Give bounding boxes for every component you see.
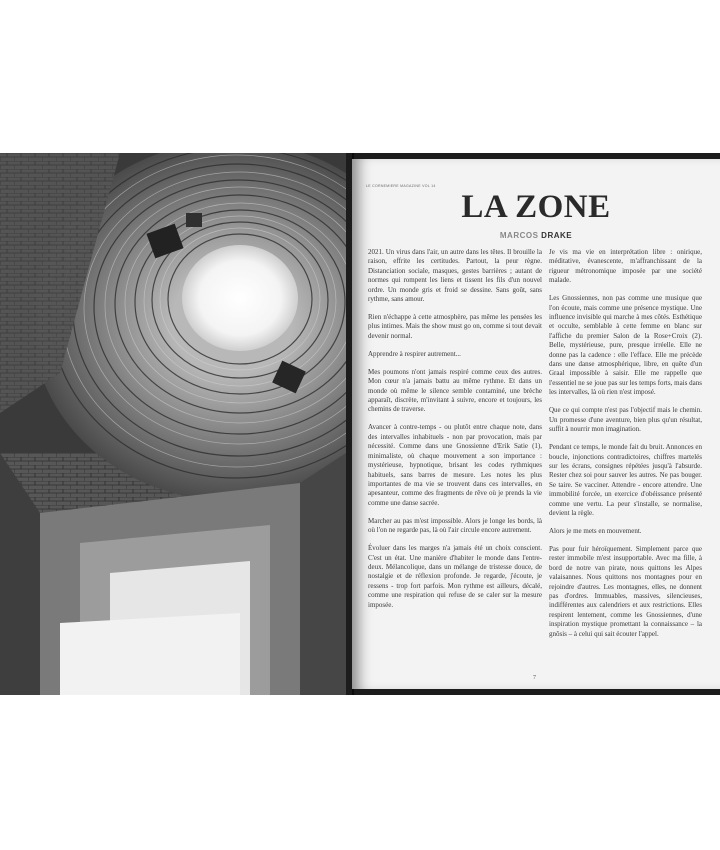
paragraph: Je vis ma vie en interprétation libre : onirique, méditative, évanescente, m'affranchissant de la rigueur métronomique imposée par une société malade. [549, 248, 702, 285]
paragraph: Que ce qui compte n'est pas l'objectif mais le chemin. Un promesse d'une aventure, bien plus qu'un résultat, suffit à nourrir mon imagination. [549, 406, 702, 434]
paragraph: Les Gnossiennes, non pas comme une musique que l'on écoute, mais comme une présence mystique. Une influence invisible qui marche à mes côtés. Esthétique et occulte, semblable à cette femme en blanc sur l'affiche du premier Salon de la Rose+Croix (2). Belle, mystérieuse, pure, presque irréelle. Elle ne donne pas la cadence : elle l'efface. Elle me précède dans une danse atmosphérique, libre, en quête d'un Graal impossible à saisir. Elle me rappelle que l'essentiel ne se joue pas sur les temps forts, mais dans les intervalles, là où rien n'est imposé. [549, 294, 702, 397]
left-text-column [368, 248, 542, 619]
paragraph: Avancer à contre-temps - ou plutôt entre chaque note, dans des intervalles inhabituels - non par provocation, mais par nécessité. Comme dans une Gnossienne d'Erik Satie (1), minimaliste, où chaque mouvement a son importance : mystérieuse, hypnotique, brisant les codes rythmiques habituels, sans barres de mesure. Les notes les plus importantes de ma vie se trouvent dans ces intervalles, en apesanteur, comme des fragments de rêve où je prends la vie comme une danse sacrée. [368, 423, 542, 507]
page-number: 7 [533, 675, 536, 681]
author-first-name: MARCOS [499, 231, 539, 240]
paragraph: Pas pour fuir héroïquement. Simplement parce que rester immobile m'est insupportable. Avec ma fille, à bord de notre van pirate, nous quittons les Alpes valaisannes. Nous quittons nos montagnes pour en rejoindre d'autres. Les montagnes, elles, ne donnent pas d'ordres. Immuables, massives, silencieuses, indifférentes aux calendriers et aux restrictions. Elles respirent lentement, comme les Gnossiennes, d'une inspiration mystique promettant la connaissance – la gnôsis – à celui qui sait écouter l'appel. [549, 544, 702, 638]
author-byline [352, 231, 720, 240]
article-title: LA ZONE [461, 189, 611, 225]
paragraph: Évoluer dans les marges n'a jamais été un choix conscient. C'est un état. Une manière d'habiter le monde dans l'entre-deux. Mélancolique, dans un mélange de tristesse douce, de nostalgie et de réflexion profonde. Je regarde, j'écoute, je ressens - trop fort parfois. Mon rythme est ailleurs, décalé, comme une respiration qui refuse de se caler sur la mesure imposée. [368, 544, 542, 609]
magazine-spread [0, 153, 720, 695]
right-text-column [549, 248, 702, 648]
paragraph: Apprendre à respirer autrement... [368, 349, 461, 358]
paragraph: Pendant ce temps, le monde fait du bruit. Annonces en boucle, injonctions contradictoires, chiffres martelés sur les écrans, consignes répétées jusqu'à l'absurde. Rester chez soi pour sauver les autres. Ne pas bouger. Se taire. Se vacciner. Attendre - encore attendre. Une immobilité forcée, un exercice d'obéissance présenté comme une vertu. La peur s'installe, se normalise, devient la règle. [549, 443, 702, 517]
stone-well-photo [0, 153, 346, 695]
running-head: LE CORNEMIERE MAGAZINE VOL 14 [366, 184, 436, 188]
author-last-name: DRAKE [541, 231, 573, 240]
paragraph: Marcher au pas m'est impossible. Alors je longe les bords, là où l'on ne regarde pas, là où l'air circule encore autrement. [368, 516, 542, 535]
paragraph: 2021. Un virus dans l'air, un autre dans les têtes. Il brouille la raison, effrite les certitudes. Partout, la peur règne. Distanciation sociale, masques, gestes barrières ; autant de normes qui rompent les liens et tissent les fils d'un nouvel ordre. Un monde gris et froid se dessine. Sans goût, sans rythme, sans amour. [368, 248, 542, 304]
paragraph: Alors je me mets en mouvement. [549, 526, 642, 535]
paragraph: Mes poumons n'ont jamais respiré comme ceux des autres. Mon cœur n'a jamais battu au même rythme. Et dans un monde où même le silence semble contaminé, une brèche apparaît, discrète, m'invitant à suivre, encore et toujours, les chemins de traverse. [368, 367, 542, 414]
paragraph: Rien n'échappe à cette atmosphère, pas même les pensées les plus intimes. Mais the show must go on, comme si tout devait devenir normal. [368, 313, 542, 340]
stone-tower-illustration [0, 153, 346, 695]
article-page [352, 159, 720, 689]
